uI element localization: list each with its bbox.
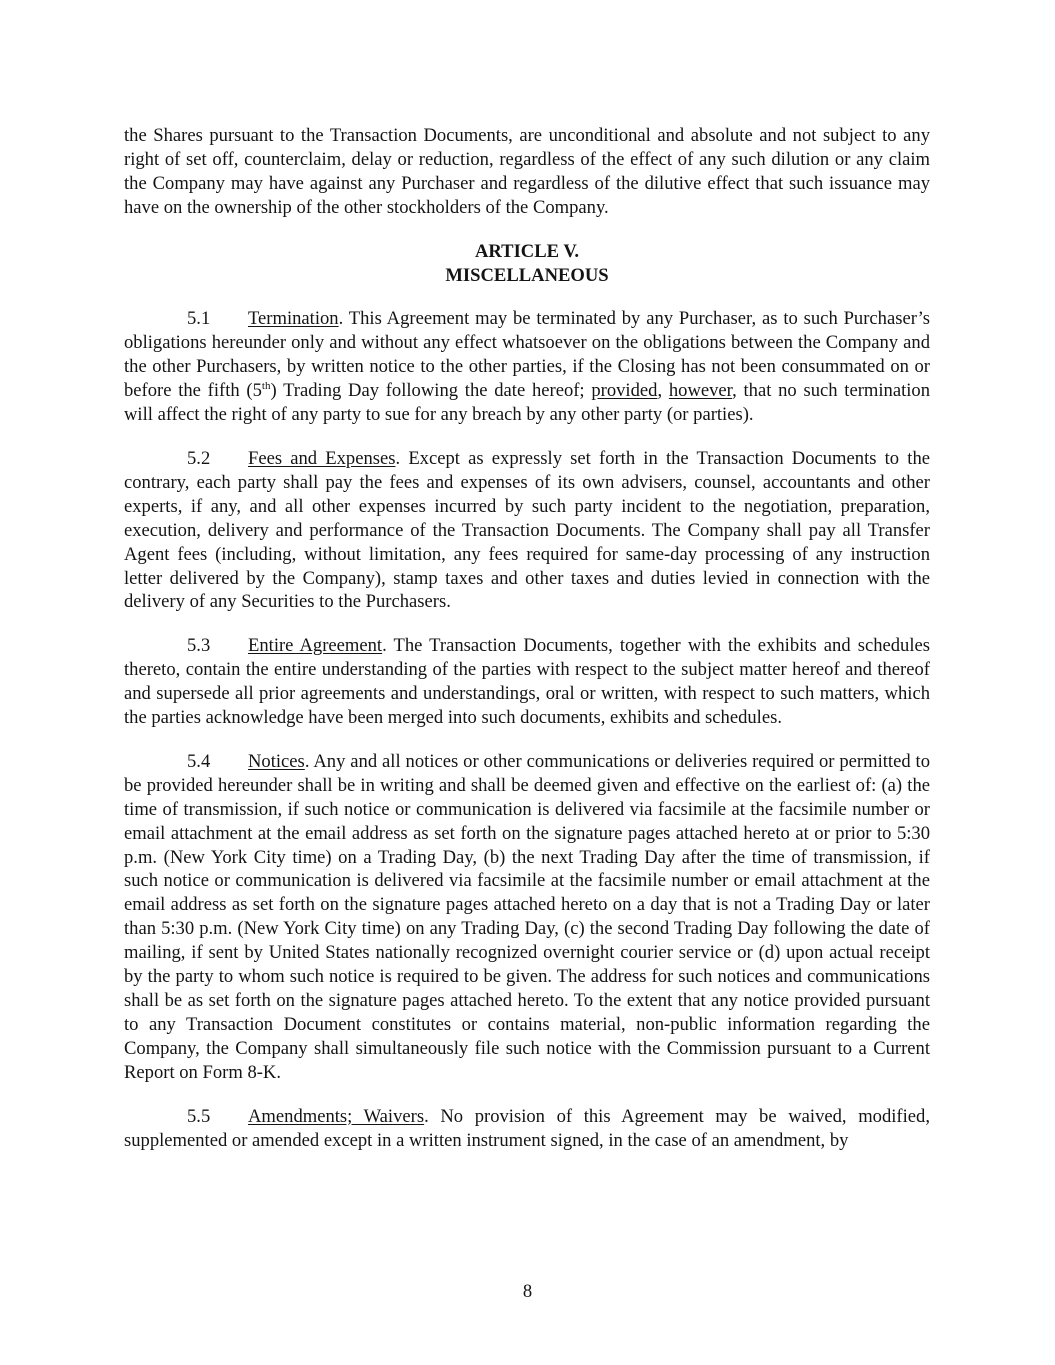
section-text: . This Agreement may be terminated by any Purchaser, as to such Purchaser’s obligations hereunder only and without any effect whatsoever on the obligations between the Company and the other Purchasers, by written notice to the other parties, if the Closing has not been consummated on or before the fifth (5	[124, 308, 930, 402]
section-5-5	[124, 1105, 930, 1153]
however-term: however	[668, 380, 733, 402]
section-text: , that no such termination will affect the right of any party to sue for any breach by any other party (or parties).	[124, 380, 931, 426]
article-number: ARTICLE V.	[474, 240, 580, 262]
superscript: th	[261, 379, 271, 392]
section-number: 5.5	[187, 1105, 211, 1127]
section-heading: Entire Agreement	[248, 635, 383, 657]
section-heading: Notices	[248, 750, 305, 772]
section-heading: Termination	[248, 308, 339, 330]
section-5-3	[124, 634, 930, 730]
section-text: . Any and all notices or other communications or deliveries required or permitted to be provided hereunder shall be in writing and shall be deemed given and effective on the earliest of: (a) the time of transmission, if such notice or communication is delivered via facsimile at the facsimile number or email attachment at the email address as set forth on the signature pages attached hereto at or prior to 5:30 p.m. (New York City time) on a Trading Day, (b) the next Trading Day after the time of transmission, if such notice or communication is delivered via facsimile at the facsimile number or email attachment at the email address as set forth on the signature pages attached hereto on a day that is not a Trading Day or later than 5:30 p.m. (New York City time) on any Trading Day, (c) the second Trading Day following the date of mailing, if sent by United States nationally recognized overnight courier service or (d) upon actual receipt by the party to whom such notice is required to be given. The address for such notices and communications shall be as set forth on the signature pages attached hereto. To the extent that any notice provided pursuant to any Transaction Document constitutes or contains material, non-public information regarding the Company, the Company shall simultaneously file such notice with the Commission pursuant to a Current Report on Form 8-K.	[124, 750, 930, 1083]
section-number: 5.2	[187, 447, 211, 469]
provided-term: provided	[591, 380, 658, 402]
section-5-4	[124, 750, 930, 1085]
page-number: 8	[522, 1281, 533, 1302]
section-heading: Fees and Expenses	[248, 447, 396, 469]
article-heading	[124, 240, 930, 288]
section-5-1	[124, 307, 930, 427]
section-number: 5.3	[187, 635, 211, 657]
section-text: ) Trading Day following the date hereof;	[270, 380, 592, 402]
section-text: . The Transaction Documents, together with the exhibits and schedules thereto, contain the entire understanding of the parties with respect to the subject matter hereof and thereof and supersede all prior agreements and understandings, oral or written, with respect to such matters, which the parties acknowledge have been merged into such documents, exhibits and schedules.	[124, 635, 931, 729]
separator: ,	[657, 380, 669, 402]
section-text: . No provision of this Agreement may be waived, modified, supplemented or amended except in a written instrument signed, in the case of an amendment, by	[124, 1105, 930, 1151]
section-number: 5.4	[187, 750, 211, 772]
carryover-paragraph: the Shares pursuant to the Transaction Documents, are unconditional and absolute and not subject to any right of set off, counterclaim, delay or reduction, regardless of the effect of any such dilution or any claim the Company may have against any Purchaser and regardless of the dilutive effect that such issuance may have on the ownership of the other stockholders of the Company.	[124, 125, 930, 218]
section-5-2	[124, 447, 930, 614]
document-page	[124, 124, 930, 1152]
section-number: 5.1	[187, 308, 211, 330]
section-text: . Except as expressly set forth in the Transaction Documents to the contrary, each party shall pay the fees and expenses of its own advisers, counsel, accountants and other experts, if any, and all other expenses incurred by such party incident to the negotiation, preparation, execution, delivery and performance of the Transaction Documents. The Company shall pay all Transfer Agent fees (including, without limitation, any fees required for same-day processing of any instruction letter delivered by the Company), stamp taxes and other taxes and duties levied in connection with the delivery of any Securities to the Purchasers.	[124, 447, 930, 613]
article-title: MISCELLANEOUS	[445, 264, 609, 286]
section-heading: Amendments; Waivers	[248, 1105, 425, 1127]
